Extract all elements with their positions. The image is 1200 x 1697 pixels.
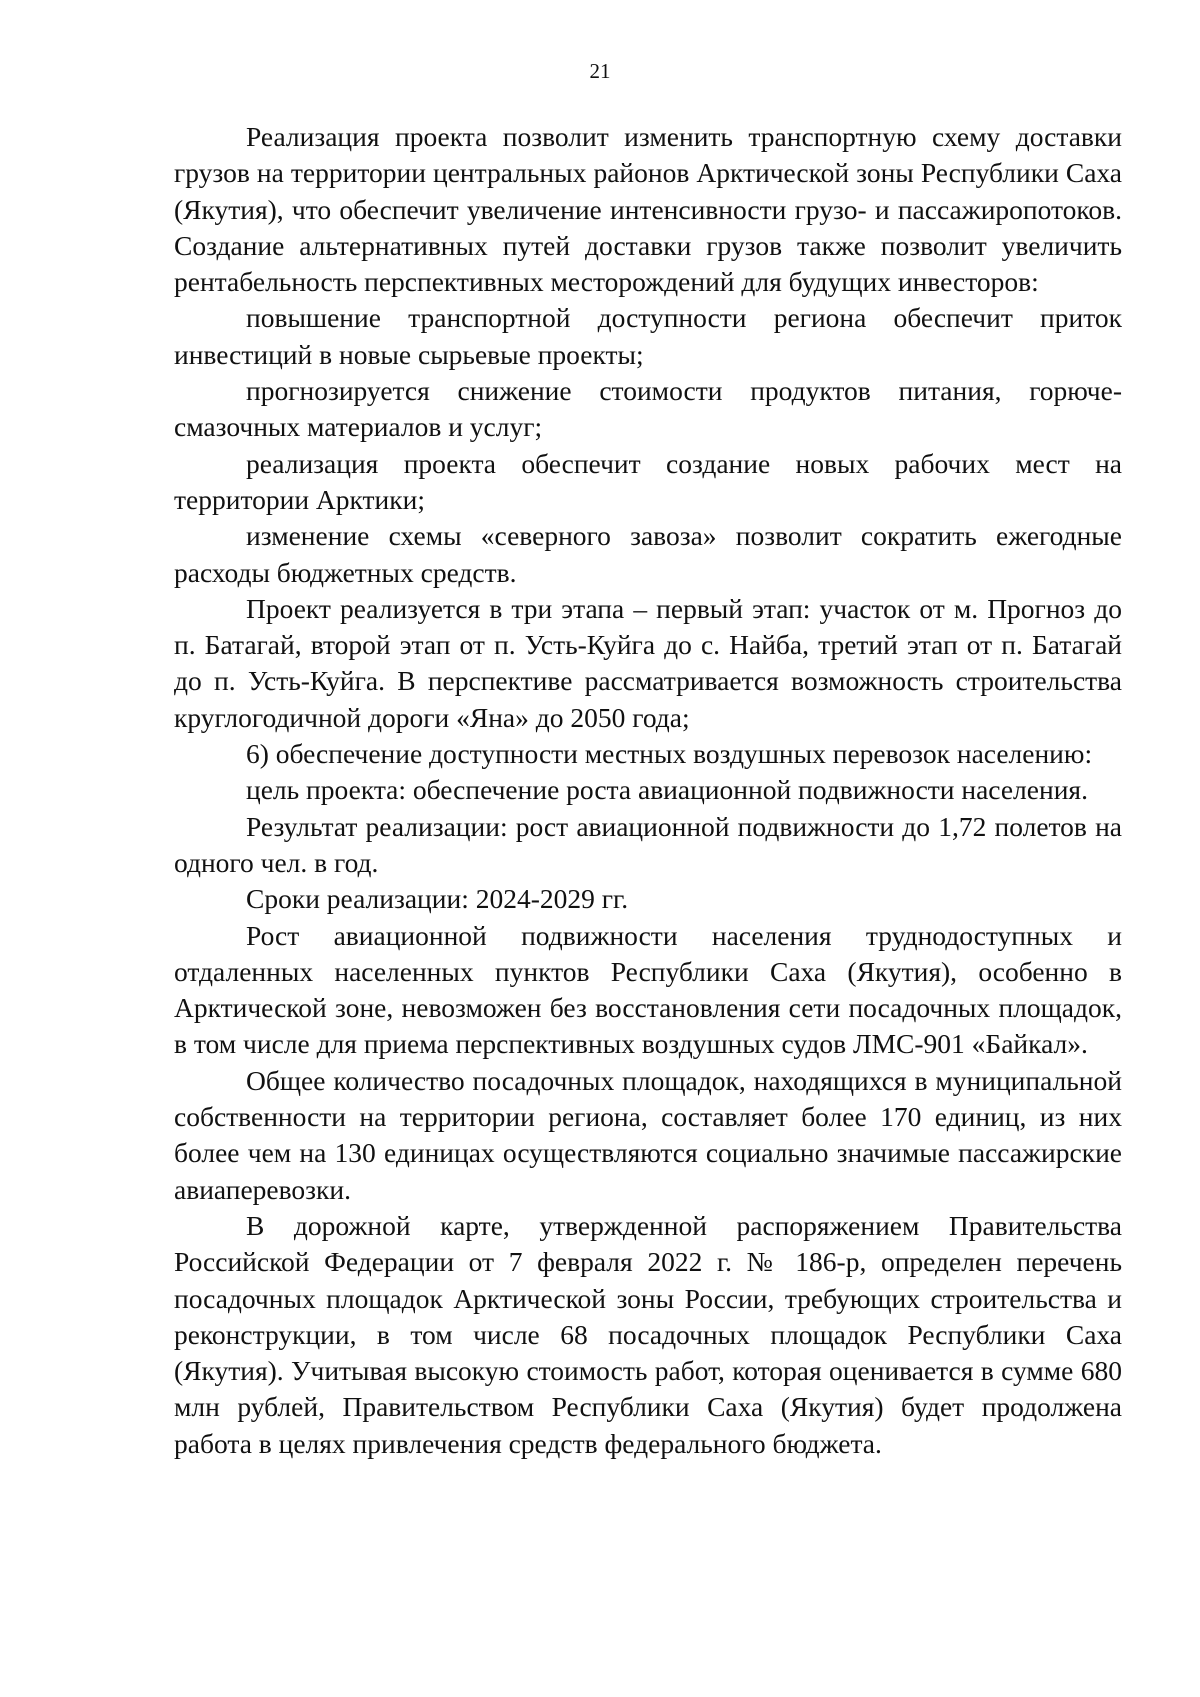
page-number: 21 <box>589 59 611 83</box>
paragraph-transport-access: повышение транспортной доступности региона обеспечит приток инвестиций в новые сырьевые проекты; <box>174 302 1122 370</box>
paragraph-project-stages: Проект реализуется в три этапа – первый этап: участок от м. Прогноз до п. Батагай, второй этап от п. Усть-Куйга до с. Найба, третий этап от п. Батагай до п. Усть-Куйга. В перспективе рассматривается возможность строительства круглогодичной дороги «Яна» до 2050 года; <box>174 592 1122 733</box>
document-body <box>174 119 1122 1462</box>
paragraph-implementation-result: Результат реализации: рост авиационной подвижности до 1,72 полетов на одного чел. в год. <box>174 810 1122 878</box>
paragraph-roadmap: В дорожной карте, утвержденной распоряжением Правительства Российской Федерации от 7 февраля 2022 г. № 186-р, определен перечень посадочных площадок Арктической зоны России, требующих строительства и реконструкции, в том числе 68 посадочных площадок Республики Саха (Якутия). Учитывая высокую стоимость работ, которая оценивается в сумме 680 млн рублей, Правительством Республики Саха (Якутия) будет продолжена работа в целях привлечения средств федерального бюджета. <box>174 1209 1122 1459</box>
paragraph-implementation-period: Сроки реализации: 2024-2029 гг. <box>246 883 629 915</box>
paragraph-item-6-heading: 6) обеспечение доступности местных воздушных перевозок населению: <box>246 738 1093 770</box>
paragraph-new-jobs: реализация проекта обеспечит создание новых рабочих мест на территории Арктики; <box>174 447 1122 515</box>
paragraph-cost-reduction: прогнозируется снижение стоимости продуктов питания, горюче-смазочных материалов и услуг; <box>174 375 1122 443</box>
paragraph-aviation-mobility: Рост авиационной подвижности населения труднодоступных и отдаленных населенных пунктов Республики Саха (Якутия), особенно в Арктической зоне, невозможен без восстановления сети посадочных площадок, в том числе для приема перспективных воздушных судов ЛМС-901 «Байкал». <box>174 919 1122 1060</box>
paragraph-project-goal: цель проекта: обеспечение роста авиационной подвижности населения. <box>246 774 1088 806</box>
paragraph-project-impact: Реализация проекта позволит изменить транспортную схему доставки грузов на территории центральных районов Арктической зоны Республики Саха (Якутия), что обеспечит увеличение интенсивности грузо- и пассажиропотоков. Создание альтернативных путей доставки грузов также позволит увеличить рентабельность перспективных месторождений для будущих инвесторов: <box>174 121 1122 298</box>
paragraph-landing-sites-count: Общее количество посадочных площадок, находящихся в муниципальной собственности на территории региона, составляет более 170 единиц, из них более чем на 130 единицах осуществляются социально значимые пассажирские авиаперевозки. <box>174 1064 1122 1205</box>
paragraph-northern-delivery: изменение схемы «северного завоза» позволит сократить ежегодные расходы бюджетных средств. <box>174 520 1122 588</box>
